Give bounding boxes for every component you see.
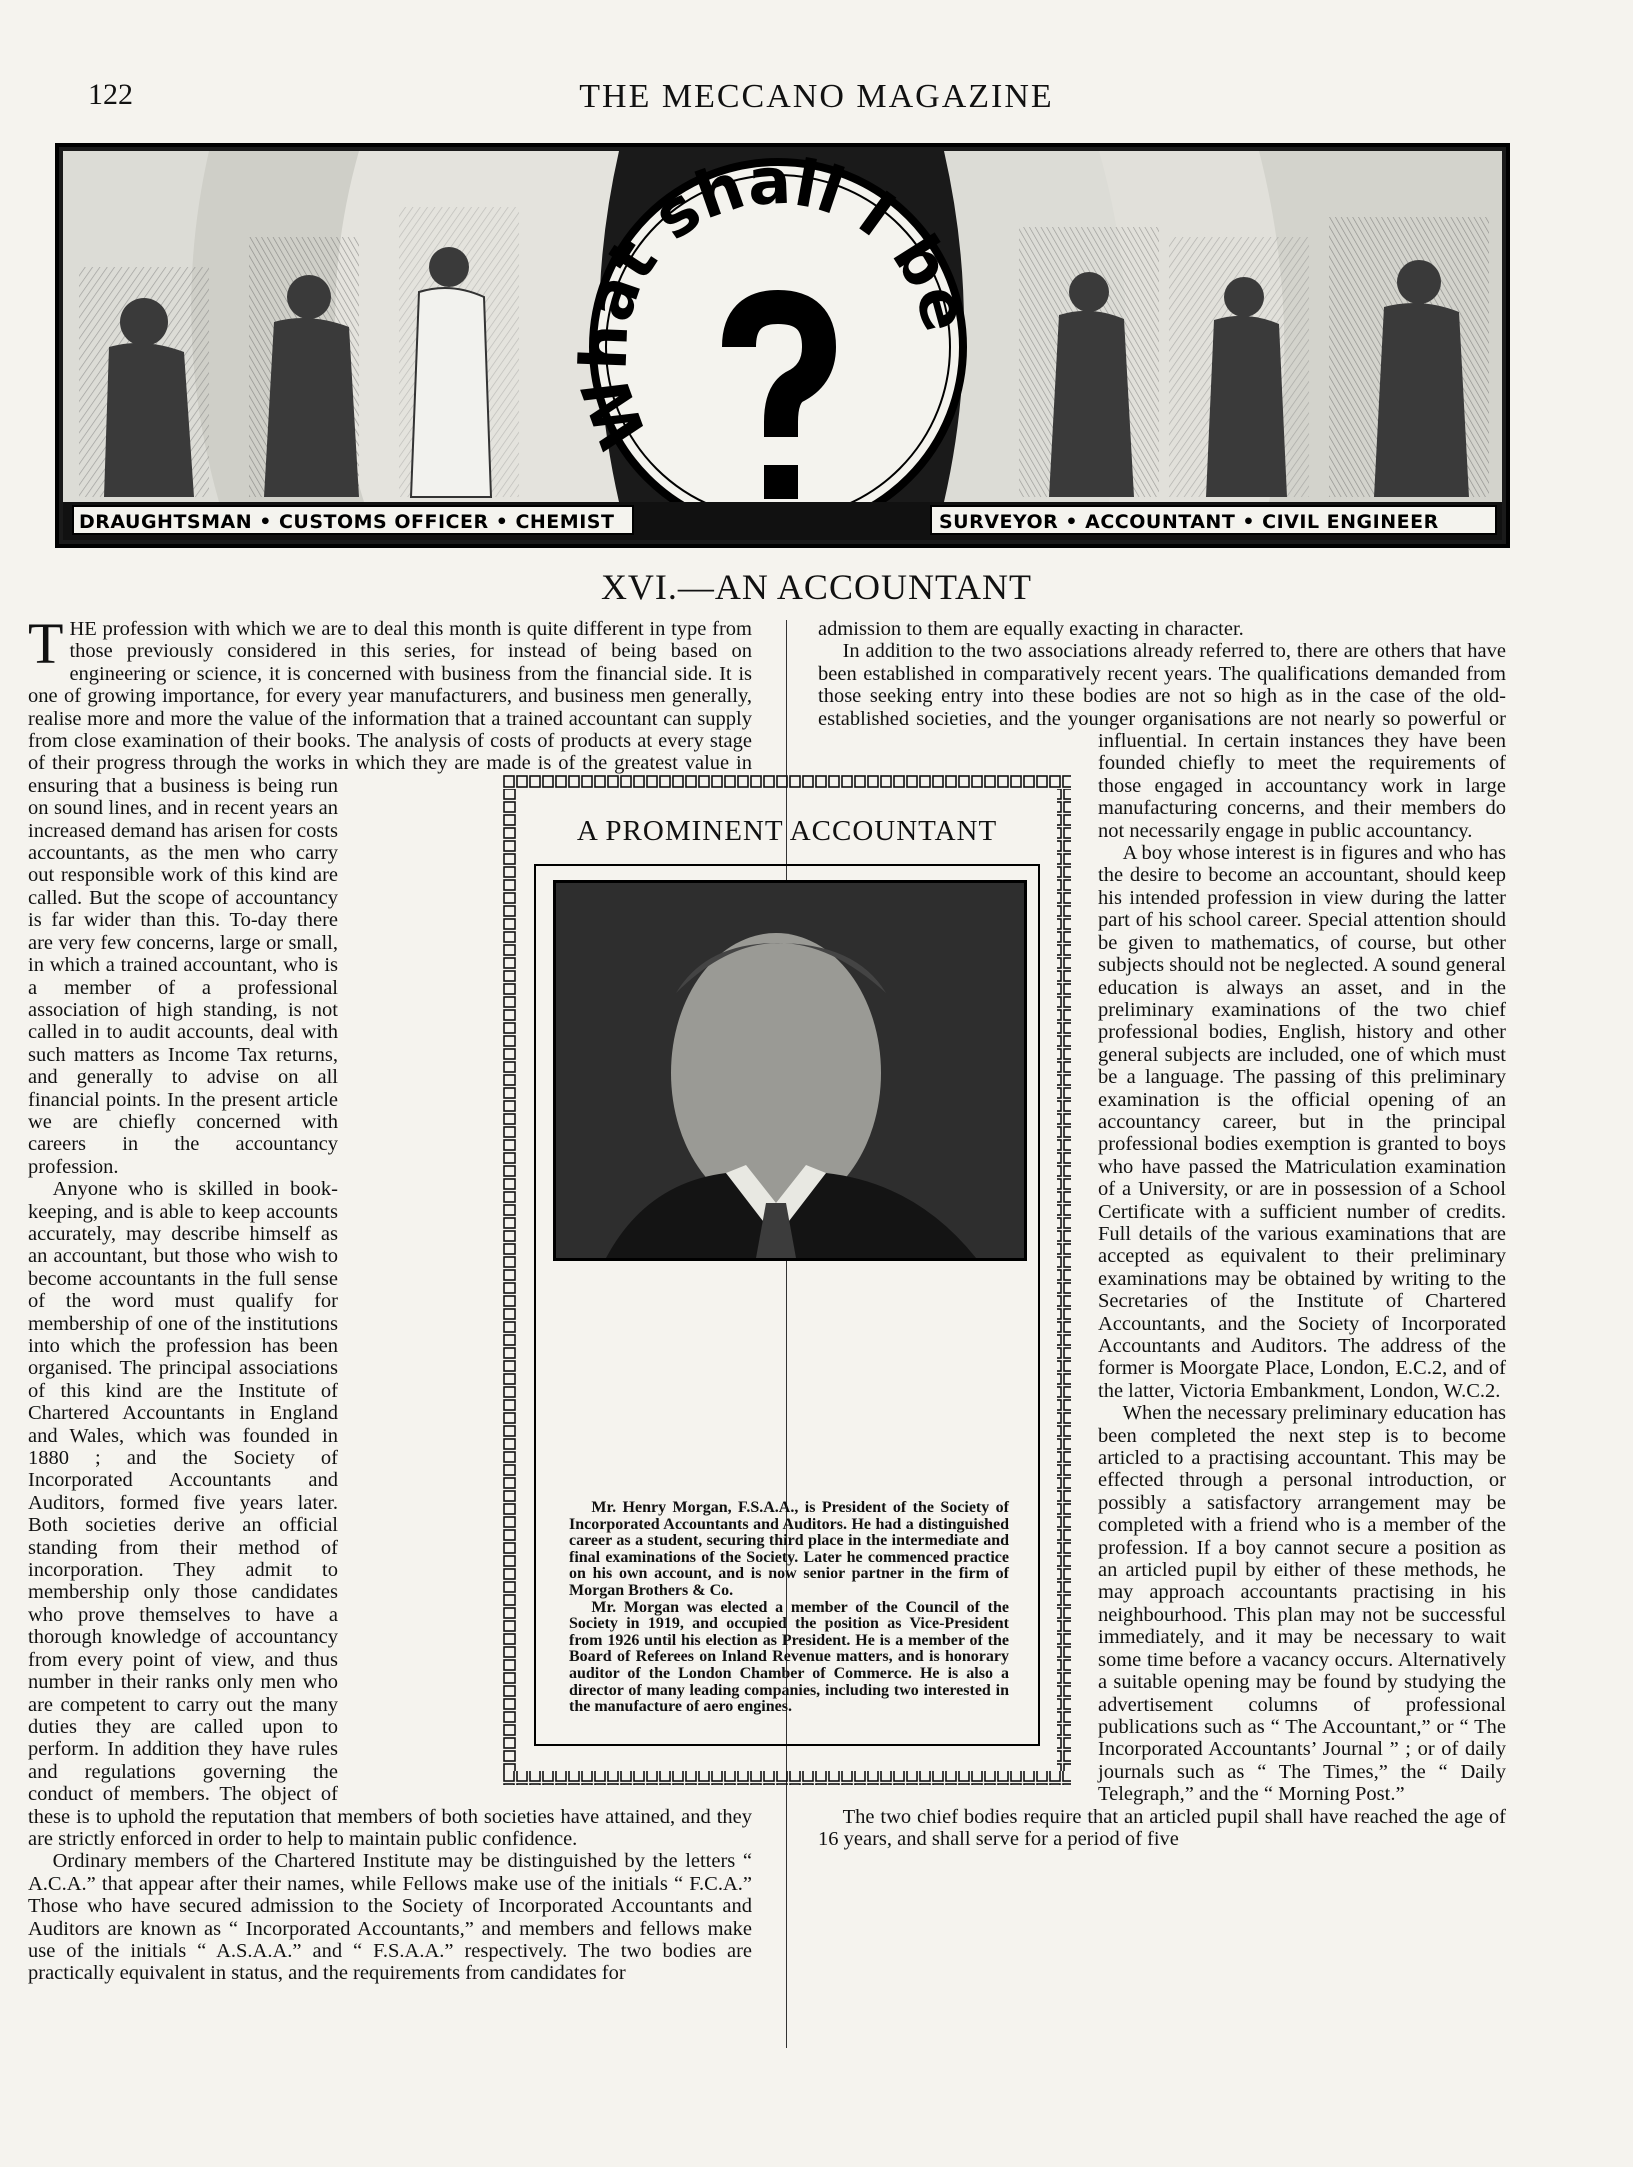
portrait-photo — [553, 880, 1027, 1261]
right-paragraph-1: admission to them are equally exacting in character. — [818, 618, 1244, 640]
banner-artwork — [59, 147, 1506, 544]
right-paragraph-3: A boy whose interest is in figures and who has the desire to become an accountant, should keep his intended profession in view during the latter part of his school career. Special attention should be given to mathematics, of course, but other subjects should not be neglected. A sound general education is always an asset, and in the preliminary examinations of the two chief professional bodies, English, history and other general subjects are included, one of which must be a language. The passing of this preliminary examination is the official opening of an accountancy career, but in the principal professional bodies exemption is granted to boys who have passed the Matriculation examination of a University, or are in possession of a School Certificate with a sufficient number of credits. Full details of the various examinations that are accepted as equivalent to their preliminary examinations may be obtained by writing to the Secretaries of the Institute of Chartered Accountants, and the Society of Incorporated Accountants and Auditors. The address of the former is Moorgate Place, London, E.C.2, and of the latter, Victoria Embankment, London, W.C.2. — [1098, 842, 1506, 1402]
article-title: XVI.—AN ACCOUNTANT — [600, 567, 1033, 607]
caption-paragraph-2: Mr. Morgan was elected a member of the Council of the Society in 1919, and occupied the position as Vice-President from 1926 until his election as President. He is a member of the Board of Referees on Inland Revenue matters, and is honorary auditor of the London Chamber of Commerce. He is also a director of many leading companies, including two interested in the manufacture of aero engines. — [569, 1598, 1009, 1716]
right-paragraph-2: In addition to the two associations already referred to, there are others that have been established in comparatively recent years. The qualifications demanded from those seeking entry into these bodies are not so high as in the case of the old-established societies, and the younger organisations are not nearly so powerful or influential. In certain instances they have been founded chiefly to meet the requirements of those engaged in accountancy work in large manufacturing concerns, and their members do not necessarily engage in public accountancy. — [818, 640, 1506, 842]
left-paragraph-2: Anyone who is skilled in book-keeping, and is able to keep accounts accurately, may describe himself as an accountant, but those who wish to become accountants in the full sense of the word must qualify for membership of one of the institutions into which the profession has been organised. The principal associations of this kind are the Institute of Chartered Accountants in England and Wales, which was founded in 1880 ; and the Society of Incorporated Accountants and Auditors, formed five years later. Both societies derive an official standing from their method of incorporation. They admit to membership only those candidates who prove themselves to have a thorough knowledge of accountancy from every point of view, and thus number in their ranks only men who are competent to carry out the many duties they are called upon to perform. In addition they have rules and regulations governing the conduct of members. The object of these is to uphold the reputation that members of both societies have attained, and they are strictly enforced in order to help to maintain public confidence. — [28, 1178, 752, 1850]
prominent-accountant-panel — [503, 775, 1071, 1785]
left-paragraph-3: Ordinary members of the Chartered Institute may be distinguished by the letters “ A.C.A.” that appear after their names, while Fellows make use of the initials “ F.C.A.” Those who have secured admission to the Society of Incorporated Accountants and Auditors are known as “ Incorporated Accountants,” and members and fellows make use of the initials “ A.S.A.A.” and “ F.S.A.A.” respectively. The two bodies are practically equivalent in status, and the requirements from candidates for — [28, 1850, 752, 1985]
banner-illustration — [55, 143, 1510, 548]
portrait-figure — [556, 883, 1024, 1258]
magazine-title: THE MECCANO MAGAZINE — [579, 78, 1054, 115]
banner-title: What shall I be — [567, 147, 983, 459]
drop-cap: T — [28, 611, 64, 676]
occupations-left: DRAUGHTSMAN • CUSTOMS OFFICER • CHEMIST — [79, 511, 615, 533]
right-paragraph-4: When the necessary preliminary education has been completed the next step is to become articled to a practising accountant. This may be effected through a personal introduction, or possibly a satisfactory arrangement may be completed with a friend who is a member of the profession. If a boy cannot secure a position as an articled pupil by either of these methods, he may approach accountants practising in his neighbourhood. This plan may not be successful immediately, and it may be necessary to wait some time before a vacancy occurs. Alternatively a suitable opening may be found by studying the advertisement columns of professional publications such as “ The Accountant,” or “ The Incorporated Accountants’ Journal ” ; or of daily journals such as “ The Times,” the “ Daily Telegraph,” and the “ Morning Post.” — [1098, 1402, 1506, 1806]
panel-title: A PROMINENT ACCOUNTANT — [576, 815, 998, 847]
page-number: 122 — [88, 78, 133, 111]
portrait-caption — [569, 1500, 1009, 1716]
caption-paragraph-1: Mr. Henry Morgan, F.S.A.A., is President of the Society of Incorporated Accountants and Auditors. He had a distinguished career as a student, securing third place in the intermediate and final examinations of the Society. Later he commenced practice on his own account, and is now senior partner in the firm of Morgan Brothers & Co. — [569, 1499, 1009, 1599]
left-paragraph-1: THE profession with which we are to deal this month is quite different in type from those previously considered in this series, for instead of being based on engineering or science, it is concerned with business from the financial side. It is one of growing importance, for every year manufacturers, and business men generally, realise more and more the value of the information that a trained accountant can supply from close examination of their books. The analysis of costs of products at every stage of their progress through the works in which they are made is of the greatest value in ensuring that a business is being run on sound lines, and in recent years an increased demand has arisen for costs accountants, as the men who carry out responsible work of this kind are called. But the scope of accountancy is far wider than this. To-day there are very few concerns, large or small, in which a trained accountant, who is a member of a professional association of high standing, is not called in to audit accounts, deal with such matters as Income Tax returns, and generally to advise on all financial points. In the present article we are chiefly concerned with careers in the accountancy profession. — [28, 611, 752, 1178]
right-paragraph-5: The two chief bodies require that an articled pupil shall have reached the age of 16 years, and shall serve for a period of five — [818, 1805, 1506, 1850]
occupations-right: SURVEYOR • ACCOUNTANT • CIVIL ENGINEER — [939, 511, 1439, 533]
